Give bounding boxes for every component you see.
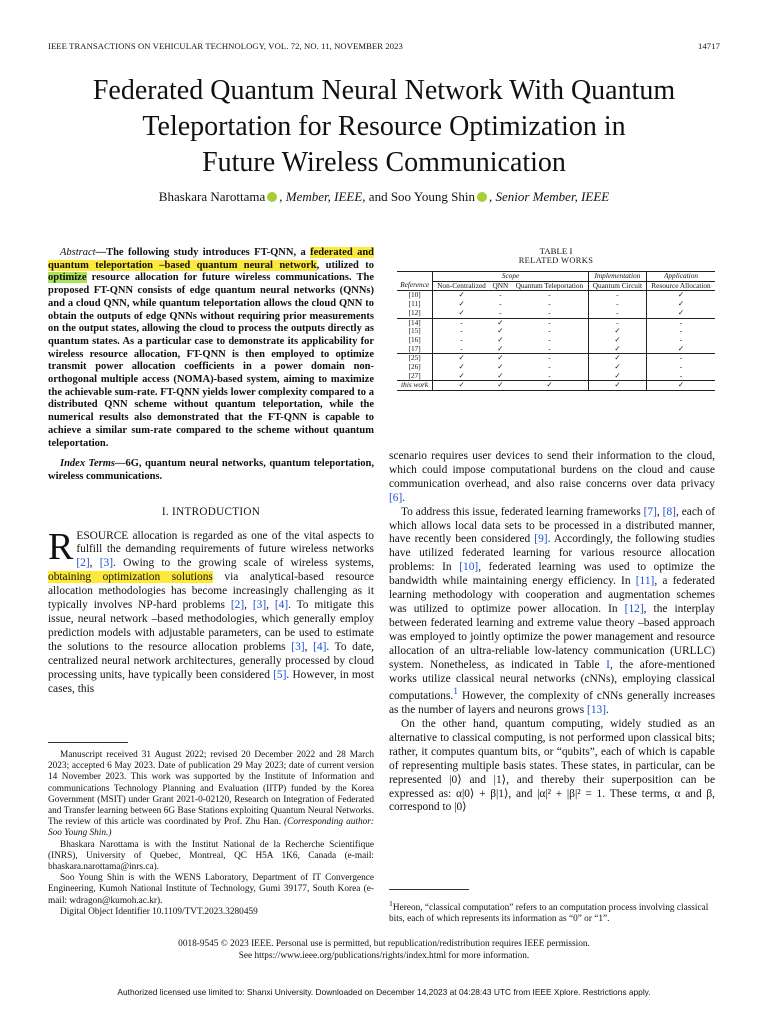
table-cell-reference: [11] bbox=[397, 300, 433, 309]
table-row bbox=[397, 318, 715, 327]
table-group-header: Application bbox=[646, 272, 715, 282]
table-cell-reference: [27] bbox=[397, 372, 433, 381]
table-group-header: Scope bbox=[433, 272, 589, 282]
body-text: via analytical-based resource allocation methodologies has become increasingly challenging as it typically involves NP-hard problems bbox=[48, 571, 374, 612]
title-line: Teleportation for Resource Optimization in bbox=[142, 111, 626, 142]
citation-link[interactable]: [4] bbox=[274, 599, 289, 612]
table-cell: ✓ bbox=[588, 372, 646, 381]
table-row bbox=[397, 354, 715, 363]
table-cell: ✓ bbox=[677, 307, 685, 317]
orcid-icon[interactable] bbox=[477, 192, 487, 202]
body-text: , bbox=[244, 599, 253, 612]
body-text: , the interplay between federated learning and extreme value theory –based approach was employed to jointly optimize the power management and resource allocation of an ultra-reliable low-latency communication (URLLC) system. Nonetheless, as indicated in Table bbox=[389, 602, 715, 671]
table-column-header: Quantum Circuit bbox=[588, 281, 646, 291]
doi-note: Digital Object Identifier 10.1109/TVT.2023.3280459 bbox=[60, 906, 258, 917]
body-text: , bbox=[89, 557, 100, 570]
table-column-header: Non-Centralized bbox=[433, 281, 490, 291]
citation-link[interactable]: [7] bbox=[643, 505, 657, 518]
table-cell: - bbox=[460, 343, 463, 353]
body-text: , a federated learning methodology with cooperation and augmentation schemes was utilized to optimize power allocation. In bbox=[389, 575, 715, 615]
body-text: scenario requires user devices to send their information to the cloud, which could impose computational burdens on the cloud and cause communication overhead, and also raise concerns over data privacy bbox=[389, 450, 715, 490]
table-cell: ✓ bbox=[677, 290, 685, 300]
footnote-rule bbox=[389, 889, 469, 890]
index-terms bbox=[48, 458, 374, 483]
citation-link[interactable]: [10] bbox=[459, 561, 479, 574]
table-cell-reference: this work bbox=[397, 381, 433, 391]
body-text: , federated learning was used to optimize the bandwidth while maintaining energy efficiency. In bbox=[389, 561, 715, 588]
table-cell: ✓ bbox=[588, 345, 646, 354]
table-cell: - bbox=[511, 354, 588, 363]
table-cell: - bbox=[433, 318, 490, 327]
table-cell: ✓ bbox=[511, 381, 588, 391]
table-cell: ✓ bbox=[497, 334, 504, 344]
table-cell: ✓ bbox=[588, 381, 646, 391]
table-cell: ✓ bbox=[646, 381, 715, 391]
table-cell: - bbox=[511, 291, 588, 300]
table-cell: ✓ bbox=[497, 370, 504, 380]
table-cell: - bbox=[588, 309, 646, 318]
title-line: Future Wireless Communication bbox=[202, 147, 566, 178]
body-text: . However, in most cases, this bbox=[48, 668, 374, 695]
table-row bbox=[397, 300, 715, 309]
table-cell: - bbox=[588, 291, 646, 300]
table-row bbox=[397, 327, 715, 336]
table-cell-reference: [25] bbox=[397, 354, 433, 363]
citation-link[interactable]: [4] bbox=[313, 640, 327, 653]
table-cell: - bbox=[646, 318, 715, 327]
citation-link[interactable]: [6] bbox=[389, 491, 403, 504]
section-heading: I. INTRODUCTION bbox=[161, 505, 261, 518]
manuscript-note bbox=[48, 750, 374, 840]
table-cell: ✓ bbox=[677, 299, 685, 309]
table-cell-reference: [26] bbox=[397, 363, 433, 372]
body-text: However, the complexity of cNNs generally increases as the number of layers and neurons grows bbox=[389, 690, 715, 717]
abstract-text: , utilized to bbox=[316, 259, 374, 271]
table-cell: - bbox=[646, 354, 715, 363]
table-cell-reference: [14] bbox=[397, 318, 433, 327]
table-cell: ✓ bbox=[588, 327, 646, 336]
table-cell: - bbox=[511, 327, 588, 336]
table-cell: ✓ bbox=[588, 354, 646, 363]
table-row bbox=[397, 345, 715, 354]
copyright-line: 0018-9545 © 2023 IEEE. Personal use is permitted, but republication/redistribution requires IEEE permission. bbox=[178, 939, 590, 949]
body-text: , bbox=[304, 640, 314, 653]
table-row bbox=[397, 336, 715, 345]
corresponding-author: (Corresponding author: Soo Young Shin.) bbox=[48, 817, 374, 839]
table-body bbox=[397, 291, 715, 391]
table-cell: - bbox=[511, 300, 588, 309]
table-cell: ✓ bbox=[433, 354, 490, 363]
body-paragraph bbox=[389, 450, 715, 506]
table-cell: - bbox=[460, 326, 463, 336]
body-text: . bbox=[402, 491, 406, 504]
table-cell: - bbox=[679, 326, 683, 336]
table-cell-reference: [15] bbox=[397, 327, 433, 336]
table-cell: - bbox=[511, 372, 588, 381]
table-cell: ✓ bbox=[497, 362, 504, 372]
footnote-mark: 1 bbox=[389, 899, 393, 908]
journal-name: IEEE TRANSACTIONS ON VEHICULAR TECHNOLOGY, VOL. 72, NO. 11, NOVEMBER 2023 bbox=[48, 41, 403, 51]
author-role: , Member, IEEE, bbox=[279, 189, 366, 204]
citation-link[interactable]: [9] bbox=[534, 533, 548, 546]
footnote-link[interactable]: 1 bbox=[453, 687, 458, 698]
citation-link[interactable]: [3] bbox=[291, 640, 305, 653]
table-cell: ✓ bbox=[490, 318, 511, 327]
citation-link[interactable]: [8] bbox=[662, 505, 676, 518]
body-text: , the afore-mentioned works utilize classical neural networks (cNNs), employing classical computations. bbox=[389, 658, 716, 703]
title-line: Federated Quantum Neural Network With Quantum bbox=[92, 75, 676, 106]
note-text: Manuscript received 31 August 2022; revised 20 December 2022 and 28 March 2023; accepted 6 May 2023. Date of publication 29 May 2023; date of current version 14 November 2023. This work was supported by the Institute of Information and communications Technology Planning and Evaluation (IITP) funded by the Korea Government (MSIT) under Grant 2021-0-02120, Research on Integration of Federated and Transfer learning between 6G Base Stations exploiting Quantum Neural Networks. The review of this article was coordinated by Prof. Zhu Han. bbox=[48, 750, 374, 828]
table-caption: TABLE I bbox=[539, 246, 573, 256]
abstract-label: Abstract bbox=[60, 247, 96, 258]
table-column-header: Quantum Teleportation bbox=[511, 281, 588, 291]
table-cell: ✓ bbox=[588, 363, 646, 372]
table-cell: - bbox=[511, 336, 588, 345]
related-works-table bbox=[397, 246, 715, 391]
citation-link[interactable]: [3] bbox=[252, 599, 267, 612]
citation-link[interactable]: [12] bbox=[624, 602, 644, 615]
table-cell: - bbox=[499, 299, 502, 309]
page-number: 14717 bbox=[698, 41, 720, 51]
body-text: , each of which allows local data sets to be processed in a distributed manner, have recently been considered bbox=[389, 505, 715, 546]
intro-paragraph bbox=[48, 525, 374, 697]
table-cell: - bbox=[588, 300, 646, 309]
citation-link[interactable]: [11] bbox=[635, 575, 655, 588]
index-terms-text: —6G, quantum neural networks, quantum teleportation, wireless communications. bbox=[48, 458, 374, 482]
table bbox=[397, 271, 715, 391]
highlight-annotation[interactable]: optimize bbox=[48, 272, 87, 284]
table-cell: - bbox=[511, 318, 588, 327]
citation-link[interactable]: [13] bbox=[587, 704, 607, 717]
footnote-rule bbox=[48, 742, 128, 743]
highlight-annotation[interactable]: federated and quantum teleportation –based quantum neural network bbox=[48, 247, 374, 271]
body-paragraph: On the other hand, quantum computing, widely studied as an alternative to classical computing, is not performed upon classical bits; rather, it computes quantum bits, or “qubits”, each of which is capable of representing multiple basis states. These states, in particular, can be represented |0⟩ and |1⟩, and thereby their superposition can be expressed as: α|0⟩ + β|1⟩, and |α|² + |β|² = 1. These terms, α and β, correspond to |0⟩ bbox=[389, 718, 715, 814]
body-paragraph bbox=[389, 506, 715, 718]
table-cell: - bbox=[679, 334, 683, 344]
table-cell: ✓ bbox=[588, 336, 646, 345]
table-cell: ✓ bbox=[458, 370, 465, 380]
highlight-annotation[interactable]: obtaining optimization solutions bbox=[48, 571, 213, 584]
table-row bbox=[397, 291, 715, 300]
table-cell: ✓ bbox=[458, 362, 465, 372]
table-row bbox=[397, 363, 715, 372]
table-row bbox=[397, 381, 715, 391]
copyright-notice bbox=[48, 939, 720, 962]
table-cell: ✓ bbox=[497, 343, 504, 353]
body-text: To address this issue, federated learning frameworks bbox=[401, 505, 644, 518]
table-cell: - bbox=[511, 345, 588, 354]
table-cell-reference: [12] bbox=[397, 309, 433, 318]
table-group-header: Implementation bbox=[588, 272, 646, 282]
paper-title bbox=[40, 73, 728, 181]
left-column bbox=[48, 247, 374, 696]
footnote-text: Hereon, “classical computation” refers to an computation process involving classical bits, each of which represents its information as “0” or “1”. bbox=[389, 903, 709, 925]
copyright-line: See https://www.ieee.org/publications/rights/index.html for more information. bbox=[238, 950, 530, 961]
table-cell: ✓ bbox=[458, 307, 465, 317]
abstract bbox=[48, 247, 374, 450]
table-cell: ✓ bbox=[458, 290, 465, 300]
body-text: . bbox=[606, 704, 609, 717]
body-text: , bbox=[656, 505, 663, 518]
table-column-header: Reference bbox=[397, 281, 433, 291]
table-cell: - bbox=[679, 362, 683, 372]
table-cell: ✓ bbox=[490, 381, 511, 391]
body-text: . Owing to the growing scale of wireless systems, bbox=[113, 557, 374, 570]
affiliation-note: Bhaskara Narottama is with the Institut National de la Recherche Scientifique (INRS), University of Quebec, Montreal, QC H5A 1K6, Canada (e-mail: bhaskara.narottama@inrs.ca). bbox=[48, 839, 374, 873]
table-cell: ✓ bbox=[497, 326, 504, 336]
table-cell: - bbox=[588, 318, 646, 327]
table-cell: ✓ bbox=[677, 343, 685, 353]
body-text: . To mitigate this issue, neural network –based methodologies, which generally employ prediction models with adjustable parameters, can be used to estimate the solutions to the resource allocation problems bbox=[48, 599, 374, 653]
table-cell-reference: [10] bbox=[397, 291, 433, 300]
body-text: . Accordingly, the following studies have utilized federated learning for various resource allocation problems: In bbox=[389, 533, 715, 574]
body-text: ESOURCE allocation is regarded as one of the vital aspects to fulfill the demanding requirements of future wireless networks bbox=[76, 529, 374, 556]
drop-cap: R bbox=[48, 525, 74, 568]
index-terms-label: Index Terms bbox=[60, 458, 115, 470]
citation-link[interactable]: [3] bbox=[99, 557, 114, 570]
table-cell: - bbox=[679, 370, 683, 380]
author-name: and Soo Young Shin bbox=[365, 189, 475, 204]
table-link[interactable]: I bbox=[606, 658, 610, 671]
table-subcaption: RELATED WORKS bbox=[518, 256, 594, 265]
citation-link[interactable]: [5] bbox=[273, 668, 287, 681]
body-text: , bbox=[266, 599, 275, 612]
abstract-text: —The following study introduces FT-QNN, a bbox=[95, 247, 311, 258]
table-row bbox=[397, 309, 715, 318]
front-matter-notes bbox=[48, 750, 374, 918]
author-role: , Senior Member, IEEE bbox=[489, 189, 610, 204]
author-name: Bhaskara Narottama bbox=[158, 189, 266, 204]
table-cell: ✓ bbox=[433, 381, 490, 391]
table-cell: - bbox=[499, 307, 502, 317]
table-cell-reference: [17] bbox=[397, 345, 433, 354]
table-cell-reference: [16] bbox=[397, 336, 433, 345]
table-row bbox=[397, 372, 715, 381]
abstract-text: resource allocation for future wireless communications. The proposed FT-QNN consists of edge quantum neural networks (QNNs) and a cloud QNN, while quantum teleportation allows the cloud QNN to obtain the outputs of edge QNNs without requiring prior measurements on the output states, allowing the cloud to process the outputs directly as quantum states. As a particular case to demonstrate its applicability for wireless resource allocation, FT-QNN is then employed to optimize transmit power allocation coefficients in a power domain non-orthogonal multiple access (NOMA)-based system, aiming to maximize the achievable sum-rate. FT-QNN yields lower complexity compared to a distributed QNN scheme without quantum teleportation, while the numerical results also demonstrated that the FT-QNN is capable to achieve a similar sum-rate compared to the scheme without quantum teleportation. bbox=[48, 272, 374, 449]
table-cell: - bbox=[511, 309, 588, 318]
running-header bbox=[48, 41, 720, 51]
author-list bbox=[40, 189, 728, 205]
license-banner: Authorized licensed use limited to: Shanxi University. Downloaded on December 14,2023 at 04:28:43 UTC from IEEE Xplore. Restrictions apply. bbox=[117, 987, 651, 997]
table-cell: - bbox=[460, 334, 463, 344]
citation-link[interactable]: [2] bbox=[76, 557, 90, 570]
table-cell: ✓ bbox=[490, 354, 511, 363]
table-cell: - bbox=[499, 290, 502, 300]
right-column bbox=[389, 450, 715, 815]
footnote bbox=[389, 898, 715, 926]
body-text: . To date, centralized neural network architectures, generally processed by cloud processing units, have typically been considered bbox=[48, 640, 374, 681]
affiliation-note: Soo Young Shin is with the WENS Laboratory, Department of IT Convergence Engineering, Kumoh National Institute of Technology, Gumi 39177, South Korea (e-mail: wdragon@kumoh.ac.kr). bbox=[48, 873, 374, 906]
table-cell: ✓ bbox=[458, 299, 465, 309]
table-cell: - bbox=[511, 363, 588, 372]
table-column-header: Resource Allocation bbox=[646, 281, 715, 291]
orcid-icon[interactable] bbox=[267, 192, 277, 202]
citation-link[interactable]: [2] bbox=[230, 599, 245, 612]
table-column-header: QNN bbox=[490, 281, 511, 291]
